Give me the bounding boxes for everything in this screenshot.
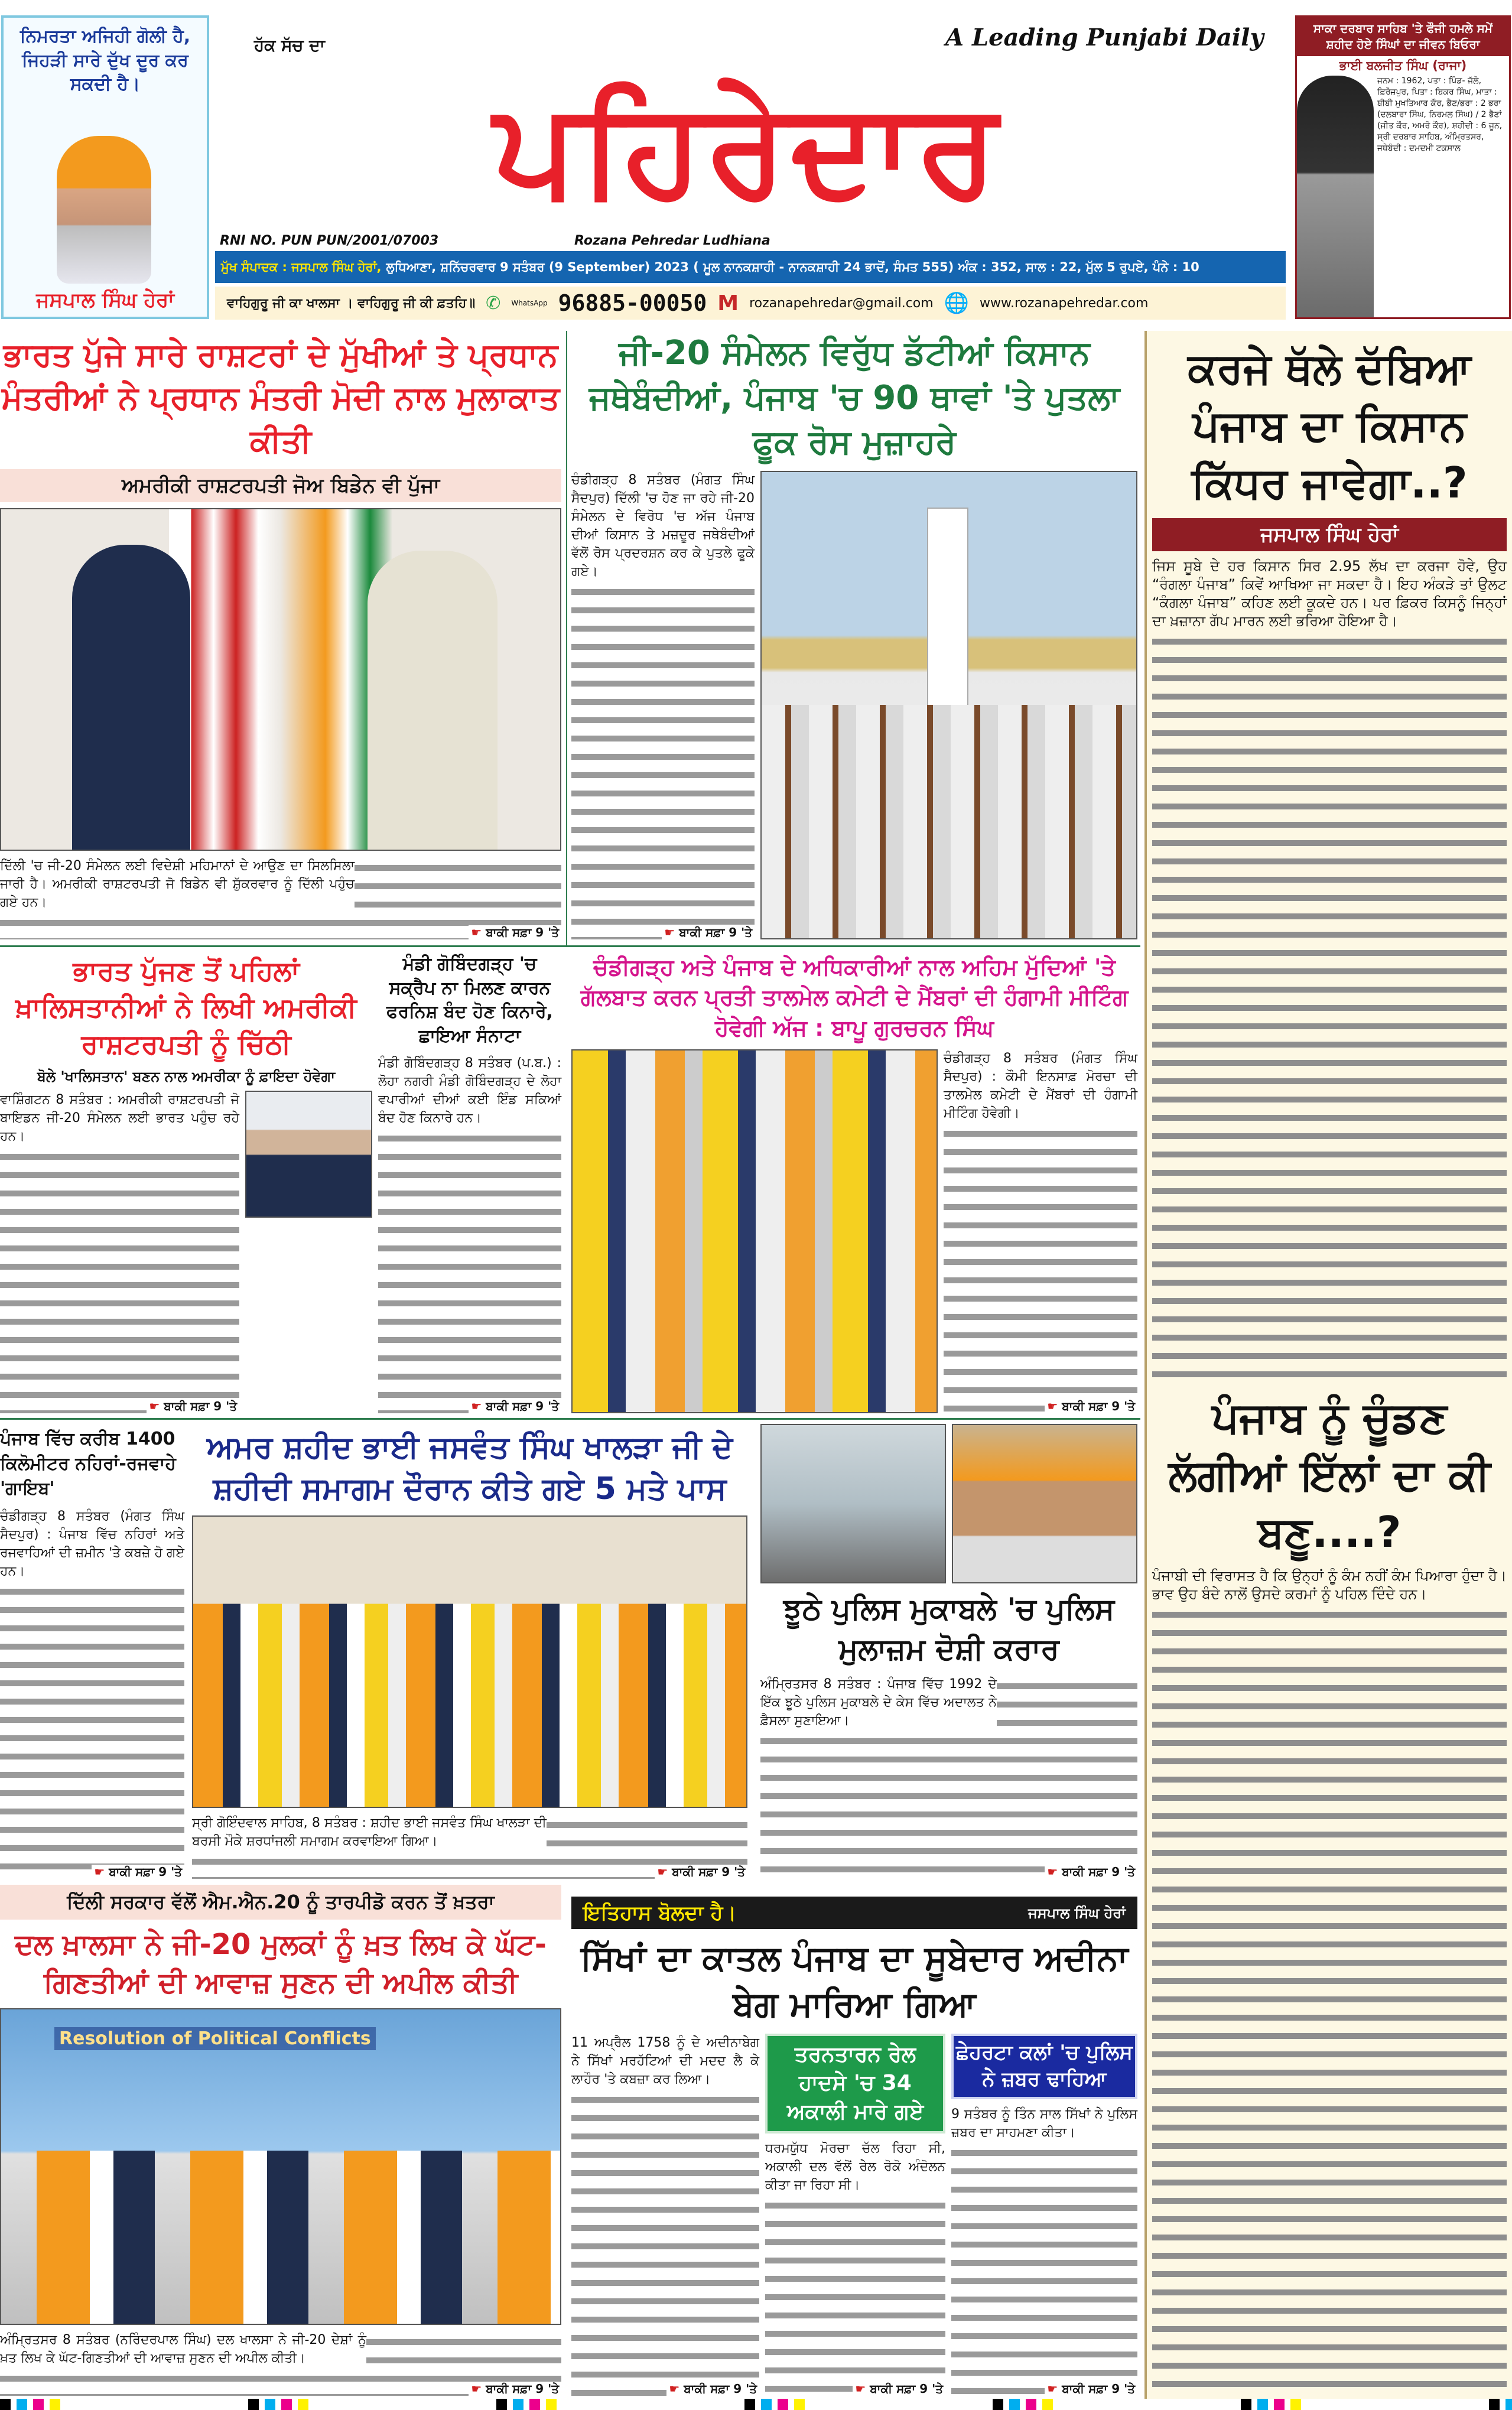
- illan-lead: ਪੰਜਾਬੀ ਦੀ ਵਿਰਾਸਤ ਹੈ ਕਿ ਉਨ੍ਹਾਂ ਨੂੰ ਕੰਮ ਨਹੀਂ ਕੰਮ ਪਿਆਰਾ ਹੁੰਦਾ ਹੈ। ਭਾਵ ਉਹ ਬੰਦੇ ਨਾਲੋਂ ਉਸਦੇ ਕਰਮਾਂ ਨੂੰ ਪਹਿਲ ਦਿੰਦੇ ਹਨ।: [1152, 1567, 1507, 1606]
- karja-headline: ਕਰਜੇ ਥੱਲੇ ਦੱਬਿਆ ਪੰਜਾਬ ਦਾ ਕਿਸਾਨ ਕਿੱਧਰ ਜਾਵੇਗਾ..?: [1188, 343, 1471, 508]
- kisan-continued[interactable]: ☛ ਬਾਕੀ ਸਫ਼ਾ 9 'ਤੇ: [662, 925, 755, 939]
- nehran-body: [0, 1507, 184, 1879]
- modi-figure: [368, 551, 498, 850]
- email[interactable]: rozanapehredar@gmail.com: [749, 295, 934, 311]
- martyr-box: [1295, 15, 1511, 319]
- dal-khalsa-photo: [0, 2008, 561, 2325]
- khalistan-continued[interactable]: ☛ ਬਾਕੀ ਸਫ਼ਾ 9 'ਤੇ: [147, 1399, 239, 1413]
- mandi-lead: ਮੰਡੀ ਗੋਬਿੰਦਗੜ੍ਹ 8 ਸਤੰਬਰ (ਪ.ਬ.) : ਲੋਹਾ ਨਗਰੀ ਮੰਡੀ ਗੋਬਿੰਦਗੜ੍ਹ ਦੇ ਲੋਹਾ ਵਪਾਰੀਆਂ ਦੀਆਂ ਕਈ ਇੰਡ ਸਕਿਆਂ ਬੰਦ ਹੋਣ ਕਿਨਾਰੇ ਹਨ।: [378, 1054, 561, 1130]
- mukabla-lead: ਅੰਮ੍ਰਿਤਸਰ 8 ਸਤੰਬਰ : ਪੰਜਾਬ ਵਿੱਚ 1992 ਦੇ ਇੱਕ ਝੂਠੇ ਪੁਲਿਸ ਮੁਕਾਬਲੇ ਦੇ ਕੇਸ ਵਿੱਚ ਅਦਾਲਤ ਨੇ ਫ਼ੈਸਲਾ ਸੁਣਾਇਆ।: [760, 1675, 997, 1732]
- khalra-lead: ਸ੍ਰੀ ਗੋਇੰਦਵਾਲ ਸਾਹਿਬ, 8 ਸਤੰਬਰ : ਸ਼ਹੀਦ ਭਾਈ ਜਸਵੰਤ ਸਿੰਘ ਖਾਲੜਾ ਦੀ ਬਰਸੀ ਮੌਕੇ ਸ਼ਰਧਾਂਜਲੀ ਸਮਾਗਮ ਕਰਵਾਇਆ ਗਿਆ।: [192, 1814, 547, 1853]
- left-ad-name: ਜਸਪਾਲ ਸਿੰਘ ਹੇਰਾਂ: [36, 288, 174, 312]
- illan-headline: ਪੰਜਾਬ ਨੂੰ ਚੂੰਡਣ ਲੱਗੀਆਂ ਇੱਲਾਂ ਦਾ ਕੀ ਬਣੂ....?: [1168, 1392, 1491, 1557]
- rail-headline: ਤਰਨਤਾਰਨ ਰੇਲ ਹਾਦਸੇ 'ਚ 34 ਅਕਾਲੀ ਮਾਰੇ ਗਏ: [765, 2034, 945, 2134]
- chheharta-lead: 9 ਸਤੰਬਰ ਨੂੰ ਤਿੰਨ ਸਾਲ ਸਿੱਖਾਂ ਨੇ ਪੁਲਿਸ ਜ਼ਬਰ ਦਾ ਸਾਹਮਣਾ ਕੀਤਾ।: [951, 2105, 1137, 2144]
- itihas-label: ਇਤਿਹਾਸ ਬੋਲਦਾ ਹੈ।: [583, 1901, 737, 1925]
- meeting-photo: [571, 1049, 938, 1413]
- talmel-lead: ਚੰਡੀਗੜ੍ਹ 8 ਸਤੰਬਰ (ਮੰਗਤ ਸਿੰਘ ਸੈਦਪੁਰ) : ਕੌਮੀ ਇਨਸਾਫ਼ ਮੋਰਚਾ ਦੀ ਤਾਲਮੇਲ ਕਮੇਟੀ ਦੇ ਮੈਂਬਰਾਂ ਦੀ ਹੰਗਾਮੀ ਮੀਟਿੰਗ ਹੋਵੇਗੀ।: [944, 1049, 1137, 1125]
- kisan-lead: ਚੰਡੀਗੜ੍ਹ 8 ਸਤੰਬਰ (ਮੰਗਤ ਸਿੰਘ ਸੈਦਪੁਰ) ਦਿੱਲੀ 'ਚ ਹੋਣ ਜਾ ਰਹੇ ਜੀ-20 ਸੰਮੇਲਨ ਦੇ ਵਿਰੋਧ 'ਚ ਅੱਜ ਪੰਜਾਬ ਦੀਆਂ ਕਿਸਾਨ ਤੇ ਮਜ਼ਦੂਰ ਜਥੇਬੰਦੀਆਂ ਵੱਲੋਂ ਰੋਸ ਪ੍ਰਦਰਸ਼ਨ ਕਰ ਕੇ ਪੁਤਲੇ ਫੂਕੇ ਗਏ।: [571, 471, 755, 583]
- phone-number[interactable]: 96885-00050: [558, 290, 707, 316]
- chheharta-continued[interactable]: ☛ ਬਾਕੀ ਸਫ਼ਾ 9 'ਤੇ: [1045, 2382, 1137, 2396]
- protest-photo: [760, 471, 1137, 939]
- police-photo-1: [760, 1424, 946, 1583]
- khalistan-body: [0, 1091, 239, 1413]
- mukabla-headline: ਝੂਠੇ ਪੁਲਿਸ ਮੁਕਾਬਲੇ 'ਚ ਪੁਲਿਸ ਮੁਲਾਜ਼ਮ ਦੋਸ਼ੀ ਕਰਾਰ: [783, 1592, 1115, 1666]
- contact-bar: [215, 287, 1286, 320]
- modi-lead: ਦਿੱਲੀ 'ਚ ਜੀ-20 ਸੰਮੇਲਨ ਲਈ ਵਿਦੇਸ਼ੀ ਮਹਿਮਾਨਾਂ ਦੇ ਆਉਣ ਦਾ ਸਿਲਸਿਲਾ ਜਾਰੀ ਹੈ। ਅਮਰੀਕੀ ਰਾਸ਼ਟਰਪਤੀ ਜੋ ਬਿਡੇਨ ਵੀ ਸ਼ੁੱਕਰਵਾਰ ਨੂੰ ਦਿੱਲੀ ਪਹੁੰਚ ਗਏ ਹਨ।: [0, 857, 355, 914]
- protesters: [762, 705, 1136, 938]
- mn20-continued[interactable]: ☛ ਬਾਕੀ ਸਫ਼ਾ 9 'ਤੇ: [469, 2382, 561, 2396]
- editor-label: ਮੁੱਖ ਸੰਪਾਦਕ : ਜਸਪਾਲ ਸਿੰਘ ਹੇਰਾਂ,: [221, 259, 382, 274]
- chheharta-body: [951, 2105, 1137, 2396]
- mn20-body: [0, 2331, 561, 2396]
- kisan-headline: ਜੀ-20 ਸੰਮੇਲਨ ਵਿਰੁੱਧ ਡੱਟੀਆਂ ਕਿਸਾਨ ਜਥੇਬੰਦੀਆਂ, ਪੰਜਾਬ 'ਚ 90 ਥਾਵਾਂ 'ਤੇ ਪੁਤਲਾ ਫੂਕ ਰੋਸ ਮੁਜ਼ਾਹਰੇ: [589, 334, 1120, 462]
- rail-continued[interactable]: ☛ ਬਾਕੀ ਸਫ਼ਾ 9 'ਤੇ: [853, 2382, 945, 2396]
- khalistan-subhead: ਬੋਲੇ 'ਖਾਲਿਸਤਾਨ' ਬਣਨ ਨਾਲ ਅਮਰੀਕਾ ਨੂੰ ਫ਼ਾਇਦਾ ਹੋਵੇਗਾ: [37, 1068, 336, 1085]
- whatsapp-icon: ✆: [486, 292, 501, 314]
- mn20-subhead: ਦਿੱਲੀ ਸਰਕਾਰ ਵੱਲੋਂ ਐਮ.ਐਨ.20 ਨੂੰ ਤਾਰਪੀਡੋ ਕਰਨ ਤੋਂ ਖ਼ਤਰਾ: [0, 1885, 561, 1920]
- khalra-continued[interactable]: ☛ ਬਾਕੀ ਸਫ਼ਾ 9 'ਤੇ: [655, 1865, 747, 1879]
- slogan: ਵਾਹਿਗੁਰੂ ਜੀ ਕਾ ਖਾਲਸਾ । ਵਾਹਿਗੁਰੂ ਜੀ ਕੀ ਫ਼ਤਹਿ॥: [227, 295, 476, 311]
- itihas-byline: ਜਸਪਾਲ ਸਿੰਘ ਹੇਰਾਂ: [1028, 1904, 1126, 1921]
- rni-number: RNI NO. PUN PUN/2001/07003: [220, 233, 439, 248]
- itihas-continued[interactable]: ☛ ਬਾਕੀ ਸਫ਼ਾ 9 'ਤੇ: [666, 2382, 759, 2396]
- mandi-headline: ਮੰਡੀ ਗੋਬਿੰਦਗੜ੍ਹ 'ਚ ਸਕ੍ਰੈਪ ਨਾ ਮਿਲਣ ਕਾਰਨ ਫਰਨਿਸ਼ ਬੰਦ ਹੋਣ ਕਿਨਾਰੇ, ਛਾਇਆ ਸੰਨਾਟਾ: [386, 954, 553, 1046]
- mn20-lead: ਅੰਮ੍ਰਿਤਸਰ 8 ਸਤੰਬਰ (ਨਰਿੰਦਰਪਾਲ ਸਿੰਘ) ਦਲ ਖਾਲਸਾ ਨੇ ਜੀ-20 ਦੇਸ਼ਾਂ ਨੂੰ ਖ਼ਤ ਲਿਖ ਕੇ ਘੱਟ-ਗਿਣਤੀਆਂ ਦੀ ਆਵਾਜ਼ ਸੁਣਨ ਦੀ ਅਪੀਲ ਕੀਤੀ।: [0, 2331, 366, 2370]
- khalistan-lead: ਵਾਸ਼ਿੰਗਟਨ 8 ਸਤੰਬਰ : ਅਮਰੀਕੀ ਰਾਸ਼ਟਰਪਤੀ ਜੋ ਬਾਇਡਨ ਜੀ-20 ਸੰਮੇਲਨ ਲਈ ਭਾਰਤ ਪਹੁੰਚ ਰਹੇ ਹਨ।: [0, 1091, 239, 1148]
- globe-icon: 🌐: [944, 291, 970, 315]
- kisan-body: [571, 471, 755, 939]
- nehran-lead: ਚੰਡੀਗੜ੍ਹ 8 ਸਤੰਬਰ (ਮੰਗਤ ਸਿੰਘ ਸੈਦਪੁਰ) : ਪੰਜਾਬ ਵਿੱਚ ਨਹਿਰਾਂ ਅਤੇ ਰਜਵਾਹਿਆਂ ਦੀ ਜ਼ਮੀਨ 'ਤੇ ਕਬਜ਼ੇ ਹੋ ਗਏ ਹਨ।: [0, 1507, 184, 1583]
- talmel-continued[interactable]: ☛ ਬਾਕੀ ਸਫ਼ਾ 9 'ਤੇ: [1045, 1399, 1137, 1413]
- website[interactable]: www.rozanapehredar.com: [980, 295, 1149, 311]
- color-registration-strip: [0, 2399, 1512, 2410]
- itihas-lead: 11 ਅਪ੍ਰੈਲ 1758 ਨੂੰ ਦੇ ਅਦੀਨਾਬੇਗ ਨੇ ਸਿੱਖਾਂ ਮਰਹੱਟਿਆਂ ਦੀ ਮਦਦ ਲੈ ਕੇ ਲਾਹੌਰ 'ਤੇ ਕਬਜ਼ਾ ਕਰ ਲਿਆ।: [571, 2034, 759, 2091]
- row-divider: [0, 1418, 1140, 1420]
- masthead-logo: ਪਹਿਰੇਦਾਰ: [493, 73, 1002, 225]
- banner-text: Resolution of Political Conflicts: [54, 2027, 376, 2050]
- victim-photo: [952, 1424, 1137, 1583]
- rail-lead: ਧਰਮਯੁੱਧ ਮੋਰਚਾ ਚੱਲ ਰਿਹਾ ਸੀ, ਅਕਾਲੀ ਦਲ ਵੱਲੋਂ ਰੇਲ ਰੋਕੋ ਅੰਦੋਲਨ ਕੀਤਾ ਜਾ ਰਿਹਾ ਸੀ।: [765, 2139, 945, 2197]
- talmel-headline: ਚੰਡੀਗੜ੍ਹ ਅਤੇ ਪੰਜਾਬ ਦੇ ਅਧਿਕਾਰੀਆਂ ਨਾਲ ਅਹਿਮ ਮੁੱਦਿਆਂ 'ਤੇ ਗੱਲਬਾਤ ਕਰਨ ਪ੍ਰਤੀ ਤਾਲਮੇਲ ਕਮੇਟੀ ਦੇ ਮੈਂਬਰਾਂ ਦੀ ਹੰਗਾਮੀ ਮੀਟਿੰਗ ਹੋਵੇਗੀ ਅੱਜ : ਬਾਪੂ ਗੁਰਚਰਨ ਸਿੰਘ: [580, 954, 1129, 1041]
- illan-body: [1152, 1567, 1507, 2393]
- nehran-continued[interactable]: ☛ ਬਾਕੀ ਸਫ਼ਾ 9 'ਤੇ: [92, 1865, 184, 1879]
- karja-lead: ਜਿਸ ਸੂਬੇ ਦੇ ਹਰ ਕਿਸਾਨ ਸਿਰ 2.95 ਲੱਖ ਦਾ ਕਰਜਾ ਹੋਵੇ, ਉਹ “ਰੰਗਲਾ ਪੰਜਾਬ” ਕਿਵੇਂ ਆਖਿਆ ਜਾ ਸਕਦਾ ਹੈ। ਇਹ ਅੰਕੜੇ ਤਾਂ ਉਲਟ “ਕੰਗਲਾ ਪੰਜਾਬ” ਕਹਿਣ ਲਈ ਕੂਕਦੇ ਹਨ। ਪਰ ਫ਼ਿਕਰ ਕਿਸਨੂੰ ਜਿਨ੍ਹਾਂ ਦਾ ਖ਼ਜ਼ਾਨਾ ਗੱਪ ਮਾਰਨ ਲਈ ਭਰਿਆ ਹੋਇਆ ਹੈ।: [1152, 557, 1507, 633]
- martyr-details: ਜਨਮ : 1962, ਪਤਾ : ਪਿੰਡ- ਜੱਲੋ, ਫ਼ਿਰੋਜ਼ਪੁਰ, ਪਿਤਾ : ਬਿਕਰ ਸਿੰਘ, ਮਾਤਾ : ਬੀਬੀ ਮੁਖਤਿਆਰ ਕੌਰ, ਭੈਣ/ਭਰਾ : 2 ਭਰਾ (ਦਲਬਾਰਾ ਸਿੰਘ, ਨਿਰਮਲ ਸਿੰਘ) / 2 ਭੈਣਾਂ (ਜੀਤ ਕੌਰ, ਅਮਰੋ ਕੌਰ), ਸ਼ਹੀਦੀ : 6 ਜੂਨ, ਸ੍ਰੀ ਦਰਬਾਰ ਸਾਹਿਬ, ਅੰਮ੍ਰਿਤਸਰ, ਜਥੇਬੰਦੀ : ਦਮਦਮੀ ਟਕਸਾਲ: [1377, 76, 1503, 153]
- itihas-headline: ਸਿੱਖਾਂ ਦਾ ਕਾਤਲ ਪੰਜਾਬ ਦਾ ਸੂਬੇਦਾਰ ਅਦੀਨਾ ਬੇਗ ਮਾਰਿਆ ਗਿਆ: [580, 1938, 1129, 2025]
- mn20-headline: ਦਲ ਖ਼ਾਲਸਾ ਨੇ ਜੀ-20 ਮੁਲਕਾਂ ਨੂੰ ਖ਼ਤ ਲਿਖ ਕੇ ਘੱਟ-ਗਿਣਤੀਆਂ ਦੀ ਆਵਾਜ਼ ਸੁਣਨ ਦੀ ਅਪੀਲ ਕੀਤੀ: [15, 1928, 547, 1999]
- biden-photo: [245, 1091, 372, 1218]
- modi-biden-photo: [0, 508, 561, 851]
- khalra-headline: ਅਮਰ ਸ਼ਹੀਦ ਭਾਈ ਜਸਵੰਤ ਸਿੰਘ ਖਾਲੜਾ ਜੀ ਦੇ ਸ਼ਹੀਦੀ ਸਮਾਗਮ ਦੌਰਾਨ ਕੀਤੇ ਗਏ 5 ਮਤੇ ਪਾਸ: [207, 1430, 733, 1507]
- row-divider: [0, 945, 1140, 947]
- martyr-photo: [1297, 76, 1374, 317]
- martyr-box-title: ਸਾਕਾ ਦਰਬਾਰ ਸਾਹਿਬ 'ਤੇ ਫੌਜੀ ਹਮਲੇ ਸਮੇਂ ਸ਼ਹੀਦ ਹੋਏ ਸਿੰਘਾਂ ਦਾ ਜੀਵਨ ਬਿਓਰਾ: [1297, 17, 1509, 56]
- left-ad: [1, 15, 209, 319]
- biden-figure: [72, 545, 190, 850]
- khalra-body: [192, 1814, 747, 1879]
- portrait-photo: [57, 136, 151, 284]
- whatsapp-label: WhatsApp: [511, 299, 548, 307]
- dateline-bar: [215, 251, 1286, 283]
- gmail-icon: M: [717, 291, 739, 316]
- edition-name: Rozana Pehredar Ludhiana: [574, 233, 770, 248]
- karja-byline: ਜਸਪਾਲ ਸਿੰਘ ਹੇਰਾਂ: [1152, 518, 1507, 551]
- mukabla-continued[interactable]: ☛ ਬਾਕੀ ਸਫ਼ਾ 9 'ਤੇ: [1045, 1865, 1137, 1879]
- masthead-tagline-english: A Leading Punjabi Daily: [945, 24, 1264, 51]
- mukabla-body: [760, 1675, 1137, 1879]
- khalra-samagam-photo: [192, 1515, 747, 1808]
- mandi-continued[interactable]: ☛ ਬਾਕੀ ਸਫ਼ਾ 9 'ਤੇ: [469, 1399, 561, 1413]
- chheharta-headline: ਛੇਹਰਟਾ ਕਲਾਂ 'ਚ ਪੁਲਿਸ ਨੇ ਜ਼ਬਰ ਢਾਹਿਆ: [951, 2034, 1137, 2100]
- itihas-bar: [571, 1897, 1137, 1929]
- modi-subhead: ਅਮਰੀਕੀ ਰਾਸ਼ਟਰਪਤੀ ਜੋਅ ਬਿਡੇਨ ਵੀ ਪੁੱਜਾ: [0, 469, 561, 502]
- rail-body: [765, 2139, 945, 2396]
- nehran-headline: ਪੰਜਾਬ ਵਿੱਚ ਕਰੀਬ 1400 ਕਿਲੋਮੀਟਰ ਨਹਿਰਾਂ-ਰਜਵਾਹੇ 'ਗਾਇਬ': [0, 1429, 176, 1499]
- modi-headline: ਭਾਰਤ ਪੁੱਜੇ ਸਾਰੇ ਰਾਸ਼ਟਰਾਂ ਦੇ ਮੁੱਖੀਆਂ ਤੇ ਪ੍ਰਧਾਨ ਮੰਤਰੀਆਂ ਨੇ ਪ੍ਰਧਾਨ ਮੰਤਰੀ ਮੋਦੀ ਨਾਲ ਮੁਲਾਕਾਤ ਕੀਤੀ: [1, 336, 560, 460]
- khalistan-headline: ਭਾਰਤ ਪੁੱਜਣ ਤੋਂ ਪਹਿਲਾਂ ਖ਼ਾਲਿਸਤਾਨੀਆਂ ਨੇ ਲਿਖੀ ਅਮਰੀਕੀ ਰਾਸ਼ਟਰਪਤੀ ਨੂੰ ਚਿੱਠੀ: [15, 955, 357, 1061]
- column-divider: [566, 331, 567, 945]
- speakers: [1, 2151, 560, 2324]
- itihas-body: [571, 2034, 759, 2396]
- masthead-tagline-small: ਹੱਕ ਸੱਚ ਦਾ: [254, 35, 325, 55]
- left-ad-quote: ਨਿਮਰਤਾ ਅਜਿਹੀ ਗੋਲੀ ਹੈ, ਜਿਹੜੀ ਸਾਰੇ ਦੁੱਖ ਦੂਰ ਕਰ ਸਕਦੀ ਹੈ।: [19, 26, 191, 95]
- modi-continued[interactable]: ☛ ਬਾਕੀ ਸਫ਼ਾ 9 'ਤੇ: [469, 925, 561, 939]
- mandi-body: [378, 1054, 561, 1413]
- talmel-side-body: [944, 1049, 1137, 1413]
- dateline: ਲੁਧਿਆਣਾ, ਸ਼ਨਿੱਚਰਵਾਰ 9 ਸਤੰਬਰ (9 September) 2023 ( ਮੂਲ ਨਾਨਕਸ਼ਾਹੀ - ਨਾਨਕਸ਼ਾਹੀ 24 ਭਾਦੋਂ, ਸੰਮਤ 555) ਅੰਕ : 352, ਸਾਲ : 22, ਮੁੱਲ 5 ਰੁਪਏ, ਪੰਨੇ : 10: [386, 259, 1199, 274]
- martyr-name: ਭਾਈ ਬਲਜੀਤ ਸਿੰਘ (ਰਾਜਾ): [1339, 58, 1467, 73]
- modi-body: [0, 857, 561, 939]
- karja-body: [1152, 557, 1507, 1383]
